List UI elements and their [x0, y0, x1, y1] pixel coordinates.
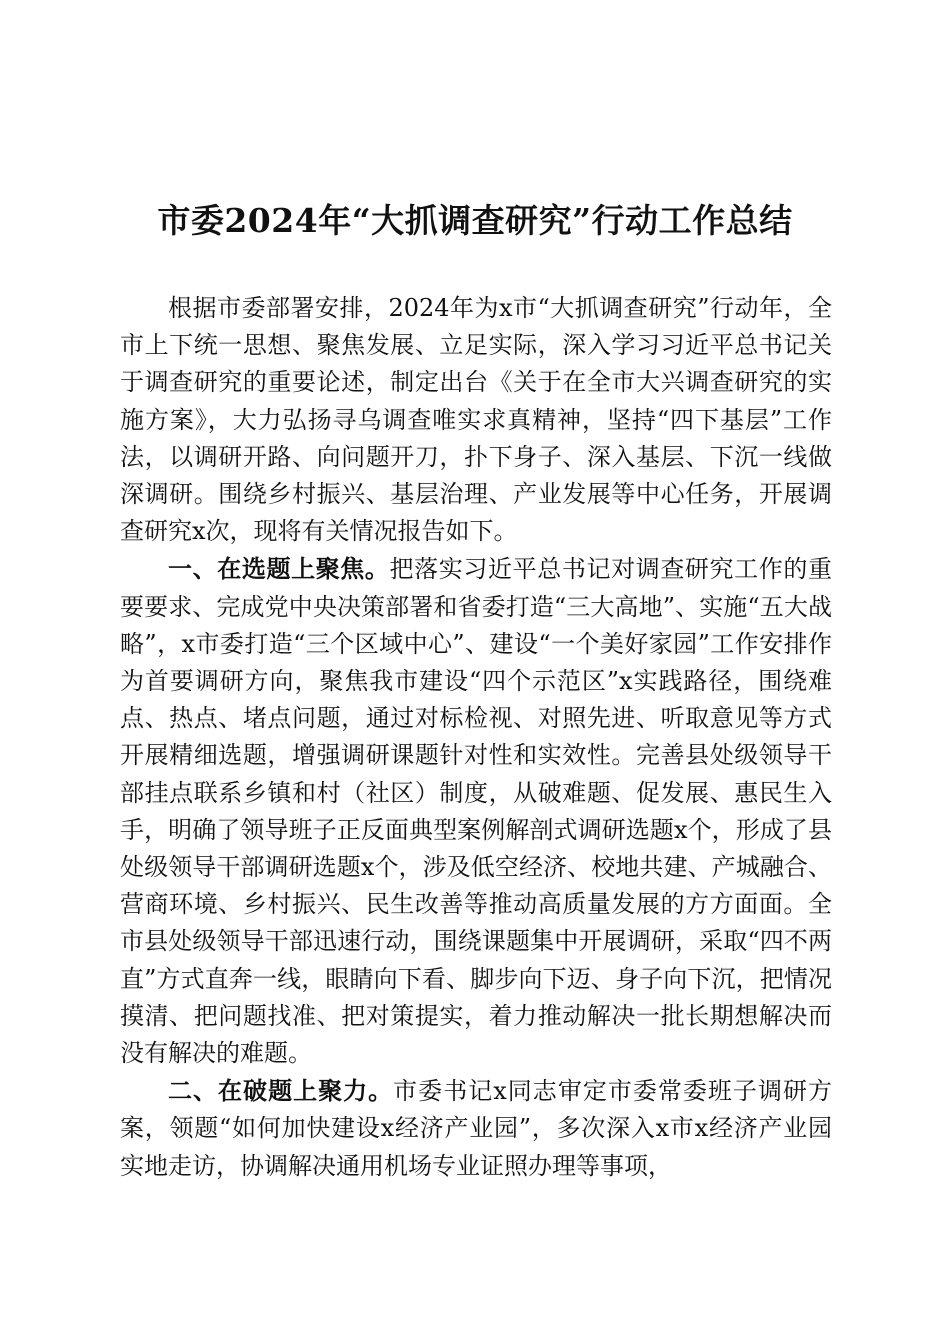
section-two-heading: 二、在破题上聚力。 — [168, 1076, 394, 1106]
paragraph-text: 根据市委部署安排，2024年为x市“大抓调查研究”行动年，全市上下统一思想、聚焦发展、立足实际，深入学习习近平总书记关于调查研究的重要论述，制定出台《关于在全市大兴调查研究的实施方案》，大力弘扬寻乌调查唯实求真精神，坚持“四下基层”工作法，以调研开路、向问题开刀，扑下身子、深入基层、下沉一线做深调研。围绕乡村振兴、基层治理、产业发展等中心任务，开展调查研究x次，现将有关情况报告如下。 — [120, 294, 832, 546]
paragraph-text: 市委书记x同志审定市委常委班子调研方案，领题“如何加快建设x经济产业园”，多次深入x市x经济产业园实地走访，协调解决通用机场专业证照办理等事项， — [120, 1077, 832, 1180]
section-one-heading: 一、在选题上聚焦。 — [168, 554, 390, 584]
section-two-paragraph — [120, 1072, 832, 1185]
intro-paragraph — [120, 290, 832, 550]
document-body — [120, 290, 832, 1185]
paragraph-text: 把落实习近平总书记对调查研究工作的重要要求、完成党中央决策部署和省委打造“三大高地”、实施“五大战略”，x市委打造“三个区域中心”、建设“一个美好家园”工作安排作为首要调研方向，聚焦我市建设“四个示范区”x实践路径，围绕难点、热点、堵点问题，通过对标检视、对照先进、听取意见等方式开展精细选题，增强调研课题针对性和实效性。完善县处级领导干部挂点联系乡镇和村（社区）制度，从破难题、促发展、惠民生入手，明确了领导班子正反面典型案例解剖式调研选题x个，形成了县处级领导干部调研选题x个，涉及低空经济、校地共建、产城融合、营商环境、乡村振兴、民生改善等推动高质量发展的方方面面。全市县处级领导干部迅速行动，围绕课题集中开展调研，采取“四不两直”方式直奔一线，眼睛向下看、脚步向下迈、身子向下沉，把情况摸清、把问题找准、把对策提实，着力推动解决一批长期想解决而没有解决的难题。 — [120, 555, 833, 1068]
section-one-paragraph — [120, 550, 832, 1072]
document-title: 市委2024年“大抓调查研究”行动工作总结 — [157, 201, 793, 240]
